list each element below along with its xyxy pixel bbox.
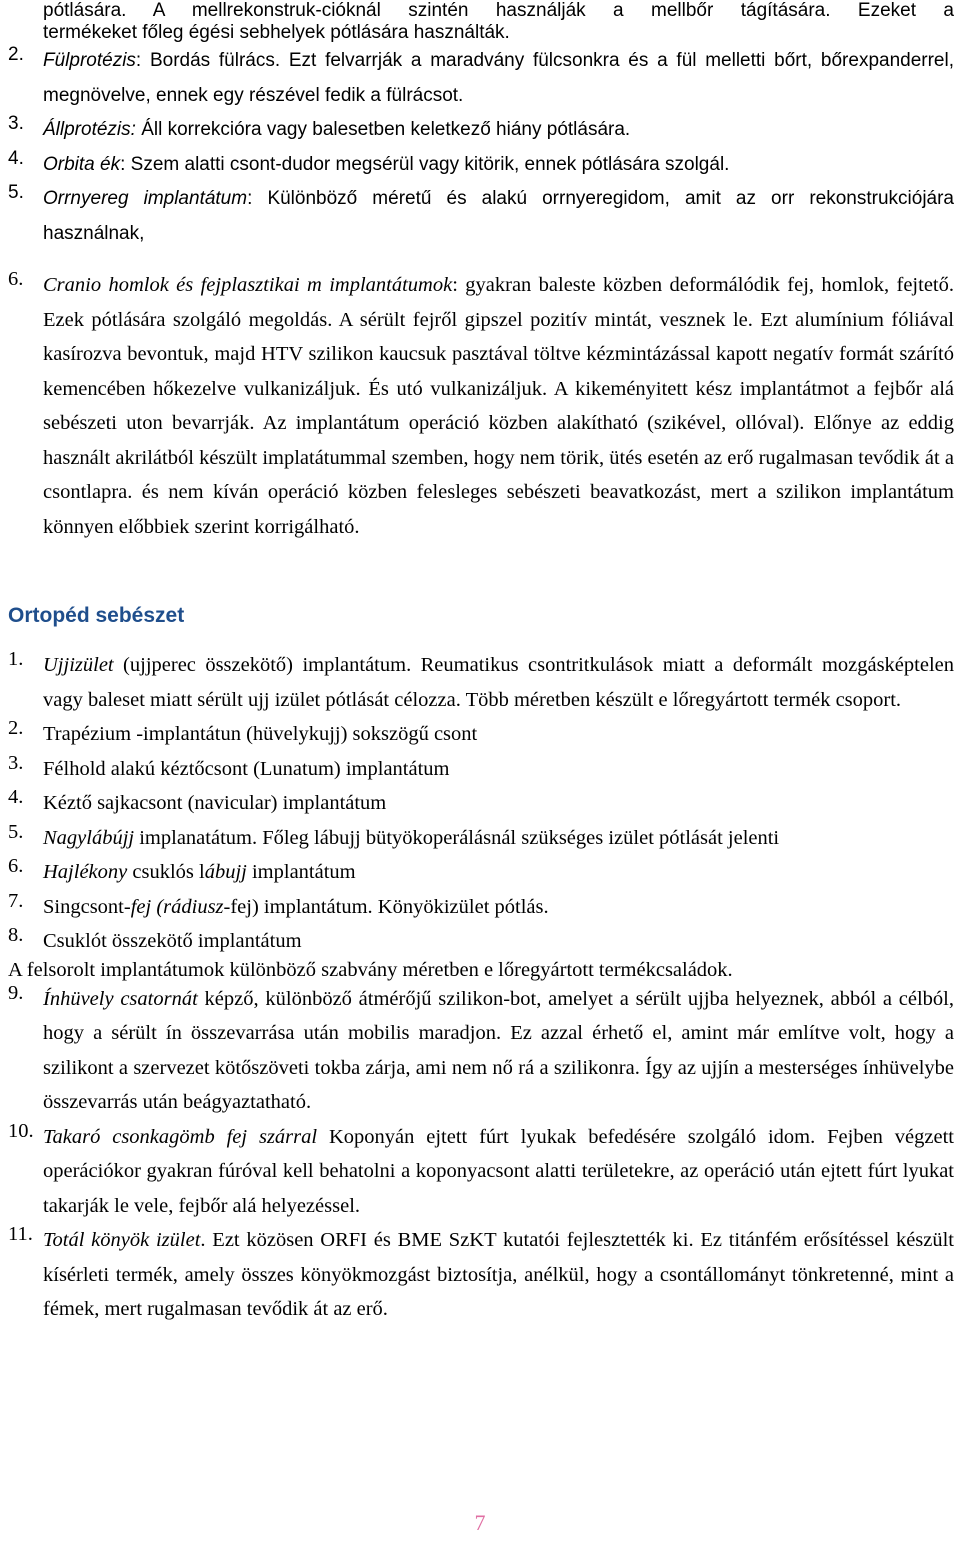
- item-separator: :: [247, 188, 268, 209]
- item-text: Különböző méretű és alakú orrnyeregidom, amit az orr rekonstrukciójára használnak,: [43, 188, 955, 244]
- item-separator: :: [135, 50, 150, 71]
- item-text: Kéztő sajkacsont (navicular) implantátum: [43, 792, 387, 814]
- list-item: [8, 786, 954, 821]
- item-term: Orbita ék: [43, 153, 121, 175]
- item-number: 6.: [8, 855, 24, 877]
- item-number: 6.: [8, 268, 24, 290]
- item-term: Orrnyereg implantátum: [43, 188, 248, 209]
- list-item: [8, 268, 954, 544]
- list-item: [8, 982, 954, 1120]
- intro-line-1: pótlására. A mellrekonstruk-cióknál szintén használják a mellbőr tágítására. Ezeket a: [43, 0, 954, 21]
- list-item: [8, 44, 954, 113]
- item-term: Hajlékony: [43, 861, 128, 883]
- page-number: 7: [474, 1510, 486, 1535]
- item-number: 3.: [8, 113, 24, 134]
- item-number: 4.: [8, 147, 24, 169]
- item-number: 1.: [8, 648, 24, 670]
- list-item: [8, 855, 954, 890]
- list-item: [8, 890, 954, 925]
- item-number: 5.: [8, 820, 24, 843]
- item-text: Csuklót összekötő implantátum: [43, 930, 302, 952]
- item-text: Félhold alakú kéztőcsont (Lunatum) implantátum: [43, 757, 450, 780]
- item-number: 7.: [8, 889, 24, 912]
- item-term: Ujjizület: [43, 654, 114, 676]
- item-term: Cranio homlok és fejplasztikai m implantátumok: [43, 274, 453, 296]
- list-item: [8, 182, 954, 251]
- item-text: gyakran baleste közben deformálódik fej, homlok, fejtető. Ezek pótlására szolgáló megoldás. A sérült fejről gipszel pozitív mintát, vesznek le. Ezt alumínium fóliával kasírozva bevontuk, majd HTV szilikon kaucsuk pasztával töltve kézmintázással kapott negatív formát szárító kemencében hőkezelve vulkanizáljuk. És utó vulkanizáljuk. A kikeményitett kész implantátmot a fejbőr alá sebészeti uton bevarrják. Az implantátum operáció közben alakítható (szikével, ollóval). Előnye az eddig használt akrilátból készült implatátummal szemben, hogy nem törik, ütés esetén az erő rugalmasan tevődik át a csontlapra. és nem kíván operáció közben felesleges sebészeti beavatkozást, mert a szilikon implantátum könnyen előbbiek szerint korrigálható.: [43, 274, 954, 538]
- item-text: . Ezt közösen ORFI és BME SzKT kutatói fejlesztették ki. Ez titánfém erősítéssel készült kísérleti termék, amely összes könyökmozgást biztosítja, anélkül, hogy a csontállományt tönkretenné, mint a fémek, mert rugalmasan tevődik át az erő.: [43, 1229, 955, 1320]
- item-number: 9.: [8, 981, 24, 1004]
- item-term: fej (rádiusz: [130, 895, 224, 918]
- list-item: [8, 717, 954, 752]
- item-text-2: implantátum: [246, 861, 356, 883]
- item-term: Ínhüvely csatornát: [43, 987, 198, 1010]
- ortoped-list: [8, 648, 954, 1327]
- item-number: 2.: [8, 717, 24, 739]
- item-number: 2.: [8, 44, 24, 65]
- list-item: [8, 113, 954, 148]
- item-text: (ujjperec összekötő) implantátum. Reumatikus csontritkulások miatt a deformált mozgásképtelen vagy baleset miatt sérült ujj izület pótlását célozza. Több méretben készült e lőregyártott termék csoport.: [43, 654, 954, 711]
- item-number: 3.: [8, 751, 24, 774]
- list-item: [8, 1120, 954, 1224]
- intro-line-2: termékeket főleg égési sebhelyek pótlására használták.: [43, 22, 510, 43]
- item-prefix: Singcsont-: [43, 895, 131, 918]
- item-term: Állprotézis:: [43, 119, 136, 140]
- note-paragraph: A felsorolt implantátumok különböző szabvány méretben e lőregyártott termékcsaládok.: [8, 958, 733, 981]
- item-number: 5.: [8, 182, 24, 203]
- list-item: [8, 752, 954, 787]
- list-item: [8, 148, 954, 183]
- item-separator: :: [120, 153, 131, 175]
- item-text: csuklós l: [127, 861, 205, 883]
- list-item: [8, 648, 954, 717]
- item-number: 11.: [8, 1223, 33, 1245]
- cranio-section: [8, 268, 954, 544]
- item-text: Bordás fülrács. Ezt felvarrják a maradvány fülcsonkra és a fül melletti bőrt, bőrexpanderrel, megnövelve, ennek egy részével fedik a fülrácsot.: [43, 50, 954, 106]
- item-text: implanatátum. Főleg lábujj bütyökoperálásnál szükséges izület pótlását jelenti: [134, 826, 780, 849]
- item-text: képző, különböző átmérőjű szilikon-bot, amelyet a sérült ujjba helyeznek, abból a célból, hogy a sérült ín összevarrása után mobilis maradjon. Ez azzal érhető el, amint már említve volt, hogy a szilikont a szervezet kötőszöveti tokba zárja, ami nem nő rá a szilikonra. Így az ujjín a mesterséges ínhüvelybe összevarrás után beágyaztatható.: [43, 987, 954, 1113]
- item-text: -fej) implantátum. Könyökizület pótlás.: [223, 895, 549, 918]
- section-heading: Ortopéd sebészet: [8, 604, 185, 627]
- item-text: Szem alatti csont-dudor megsérül vagy kitörik, ennek pótlására szolgál.: [130, 153, 730, 175]
- list-item: [8, 821, 954, 856]
- item-term: Totál könyök izület: [43, 1229, 201, 1251]
- item-text: Áll korrekcióra vagy balesetben keletkező hiány pótlására.: [141, 119, 631, 140]
- item-term: Fülprotézis: [43, 50, 136, 71]
- item-text: Trapézium -implantátun (hüvelykujj) sokszögű csont: [43, 723, 478, 745]
- item-number: 4.: [8, 786, 24, 808]
- item-term-2: ábujj: [204, 861, 247, 883]
- item-term: Takaró csonkagömb fej szárral: [43, 1125, 318, 1148]
- list-item: [8, 1223, 954, 1327]
- item-separator: :: [452, 274, 466, 296]
- list-item: [8, 924, 954, 959]
- item-term: Nagylábújj: [43, 826, 135, 849]
- item-text: Koponyán ejtett fúrt lyukak befedésére szolgáló idom. Fejben végzett operációkor gyakran fúróval kell behatolni a koponyacsont alatti területekre, az operáció után ejtett fúrt lyukat takarják le vele, fejbőr alá helyezéssel.: [43, 1125, 954, 1217]
- top-section: [8, 0, 954, 251]
- item-number: 10.: [8, 1119, 34, 1142]
- item-number: 8.: [8, 924, 24, 946]
